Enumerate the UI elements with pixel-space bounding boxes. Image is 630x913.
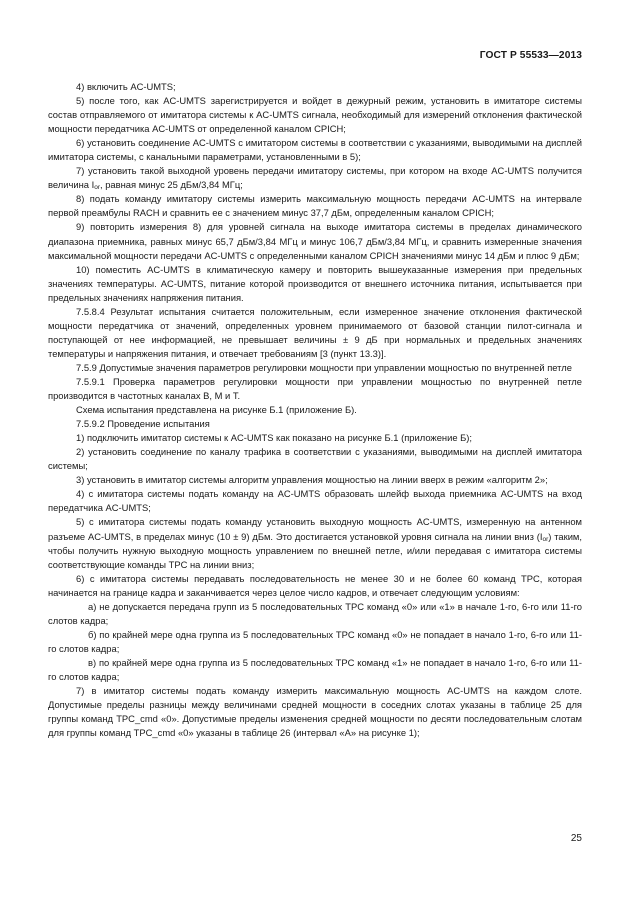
paragraph: б) по крайней мере одна группа из 5 последовательных TPC команд «0» не попадает в начало 1-го, 6-го или 11-го слотов кадра; bbox=[48, 628, 582, 654]
paragraph: 7) установить такой выходной уровень передачи имитатору системы, при котором на входе AC-UMTS получится величина $I_{or}$, равная минус 25 дБм/3,84 МГц; bbox=[48, 165, 582, 192]
paragraph: 5) с имитатора системы подать команду установить выходную мощность AC-UMTS, измеренную на антенном разъеме AC-UMTS, в пределах минус (10 ± 9) дБм. Это достигается установкой уровня сигнала на линии вниз $(I_{or})$ таким, чтобы получить нужную выходную мощность управлением по внешней петле, и/или передавая с имитатора системы соответствующие команды TPC на линии вниз; bbox=[48, 516, 582, 570]
paragraph: 1) подключить имитатор системы к AC-UMTS как показано на рисунке Б.1 (приложение Б); bbox=[76, 432, 473, 444]
paragraph: 7.5.9.2 Проведение испытания bbox=[76, 418, 210, 430]
paragraph: в) по крайней мере одна группа из 5 последовательных TPC команд «1» не попадает в начало 1-го, 6-го или 11-го слотов кадра; bbox=[48, 656, 582, 682]
document-body bbox=[48, 80, 582, 740]
paragraph: 10) поместить AC-UMTS в климатическую камеру и повторить вышеуказанные измерения при предельных значениях температуры. AC-UMTS, питание которой производится от внешнего источника питания, испытывается при предельных значениях напряжения питания. bbox=[48, 263, 582, 303]
paragraph: а) не допускается передача групп из 5 последовательных TPC команд «0» или «1» в начале 1-го, 6-го или 11-го слотов кадра; bbox=[48, 600, 582, 626]
page-number: 25 bbox=[570, 833, 582, 844]
paragraph: 7.5.8.4 Результат испытания считается положительным, если измеренное значение отклонения фактической мощности передатчика от значений, определенных уровнем принимаемого от базовой станции пилот-сигнала и поступающей от нее информацией, не превышает величины ± 9 дБ при нормальных и предельных значениях температуры и напряжения питания, и отвечает требованиям [3 (пункт 13.3)]. bbox=[48, 305, 582, 359]
paragraph: 2) установить соединение по каналу трафика в соответствии с указаниями, выводимыми на дисплей имитатора системы; bbox=[48, 446, 582, 472]
document-header: ГОСТ Р 55533—2013 bbox=[479, 50, 582, 61]
paragraph: 4) с имитатора системы подать команду на AC-UMTS образовать шлейф выхода приемника AC-UMTS на вход передатчика AC-UMTS; bbox=[48, 488, 582, 514]
paragraph: 7.5.9.1 Проверка параметров регулировки мощности при управлении мощностью по внутренней петле производится в частотных каналах B, M и T. bbox=[48, 375, 582, 402]
paragraph: 9) повторить измерения 8) для уровней сигнала на выходе имитатора системы в пределах динамического диапазона приемника, равных минус 65,7 дБм/3,84 МГц и минус 106,7 дБм/3,84 МГц, и сравнить измеренные значения максимальной мощности передачи AC-UMTS с определенными каналом CPICH значениями минус 14 дБм и плюс 9 дБм; bbox=[48, 221, 582, 261]
paragraph: 6) с имитатора системы передавать последовательность не менее 30 и не более 60 команд TPC, которая начинается на границе кадра и заканчивается через целое число кадров, и отвечает следующим условиям: bbox=[48, 572, 582, 598]
paragraph: 6) установить соединение AC-UMTS с имитатором системы в соответствии с указаниями, выводимыми на дисплей имитатора системы, с канальными параметрами, установленными в 5); bbox=[48, 137, 582, 163]
paragraph: 5) после того, как AC-UMTS зарегистрируется и войдет в дежурный режим, установить в имитаторе системы состав отправляемого от имитатора системы к AC-UMTS сигнала, необходимый для измерений отклонения фактической мощности передатчика AC-UMTS от определенной каналом CPICH; bbox=[48, 95, 582, 135]
paragraph: 7.5.9 Допустимые значения параметров регулировки мощности при управлении мощностью по внутренней петле bbox=[76, 361, 572, 373]
paragraph: 3) установить в имитатор системы алгоритм управления мощностью на линии вверх в режим «алгоритм 2»; bbox=[76, 474, 548, 486]
paragraph: 7) в имитатор системы подать команду измерить максимальную мощность AC-UMTS на каждом слоте. Допустимые пределы разницы между величинами средней мощности в соседних слотах указаны в таблице 25 для группы команд TPC_cmd «0». Допустимые пределы изменения средней мощности по десяти последовательным слотам для группы команд TPC_cmd «0» указаны в таблице 26 (интервал «А» на рисунке 1); bbox=[48, 685, 582, 739]
paragraph: 8) подать команду имитатору системы измерить максимальную мощность передачи AC-UMTS на интервале первой преамбулы RACH и сравнить ее с значением минус 37,7 дБм, определенным каналом CPICH; bbox=[48, 193, 582, 219]
paragraph: 4) включить AC-UMTS; bbox=[76, 81, 176, 92]
paragraph: Схема испытания представлена на рисунке Б.1 (приложение Б). bbox=[76, 404, 357, 416]
